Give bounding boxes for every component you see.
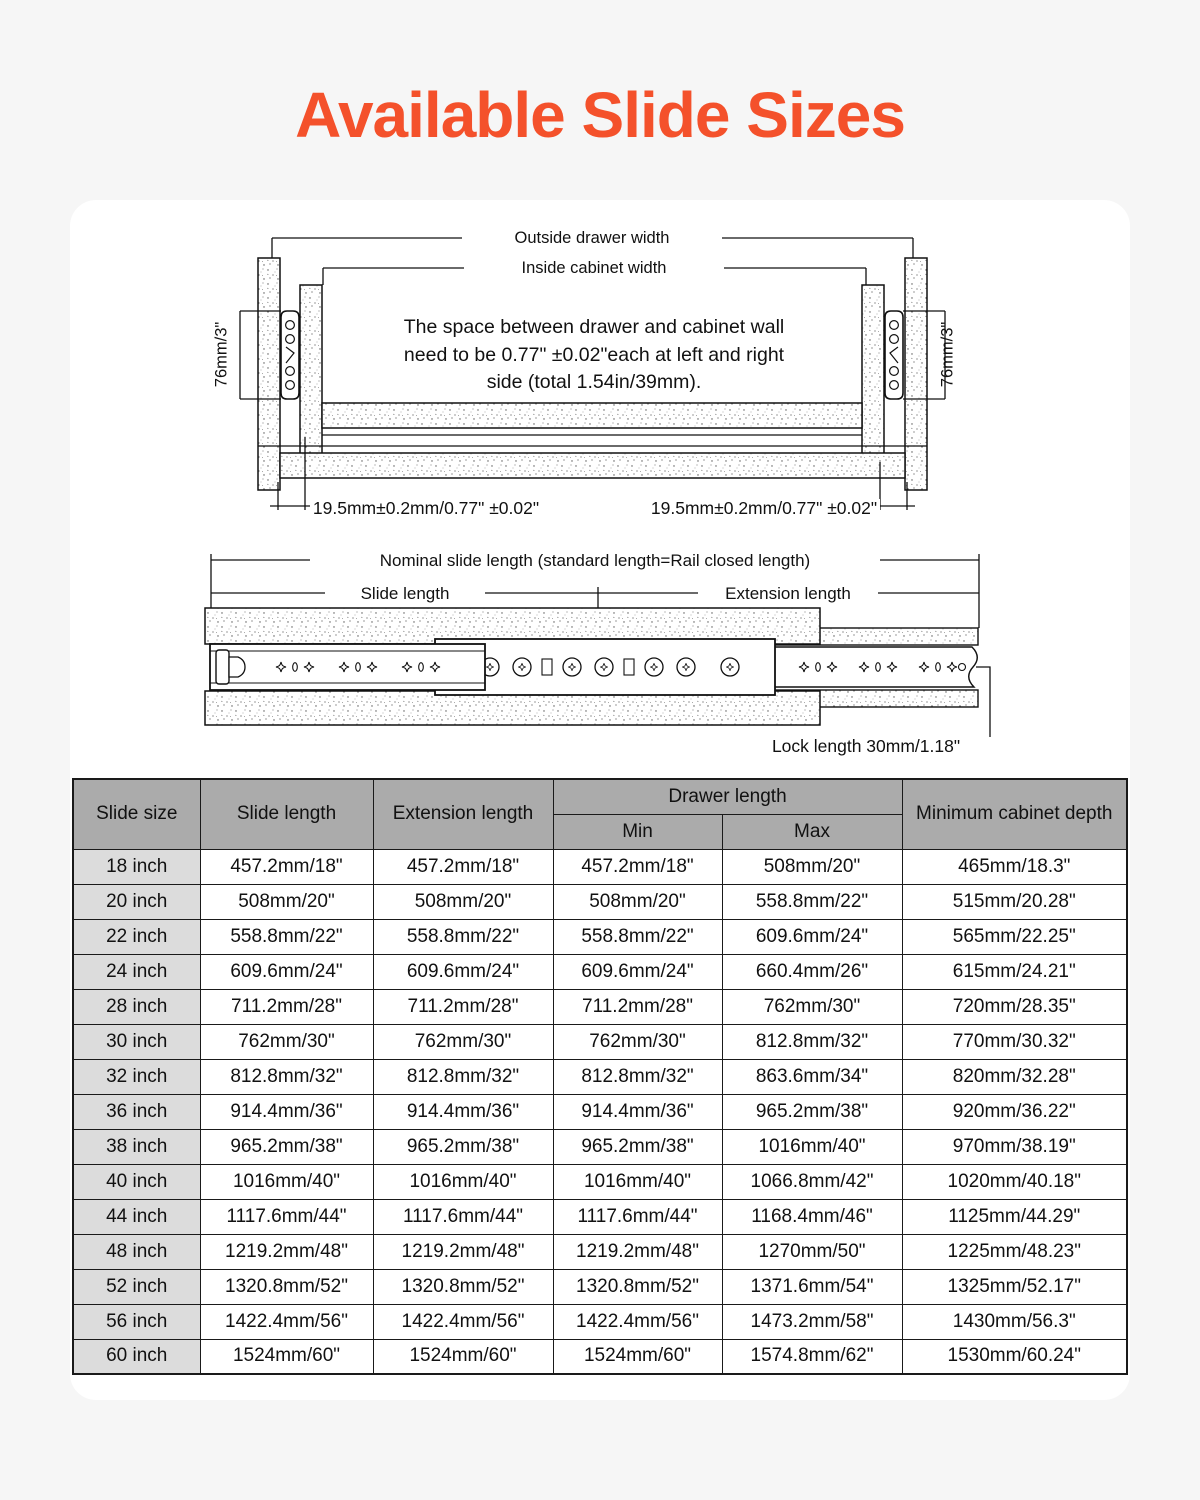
slide-size-cell: 22 inch <box>73 919 200 954</box>
value-cell: 660.4mm/26" <box>722 954 902 989</box>
slide-size-cell: 28 inch <box>73 989 200 1024</box>
extension-length-label: Extension length <box>698 584 878 603</box>
value-cell: 820mm/32.28" <box>902 1059 1127 1094</box>
slide-size-cell: 48 inch <box>73 1234 200 1269</box>
lock-length-label: Lock length 30mm/1.18" <box>716 737 1016 756</box>
value-cell: 1320.8mm/52" <box>553 1269 722 1304</box>
note-line-1: The space between drawer and cabinet wall <box>403 316 785 338</box>
slide-size-cell: 56 inch <box>73 1304 200 1339</box>
value-cell: 1117.6mm/44" <box>373 1199 553 1234</box>
slide-size-cell: 52 inch <box>73 1269 200 1304</box>
value-cell: 1117.6mm/44" <box>553 1199 722 1234</box>
value-cell: 1020mm/40.18" <box>902 1164 1127 1199</box>
table-row <box>73 1269 1127 1304</box>
value-cell: 711.2mm/28" <box>200 989 373 1024</box>
value-cell: 1016mm/40" <box>200 1164 373 1199</box>
value-cell: 1168.4mm/46" <box>722 1199 902 1234</box>
value-cell: 914.4mm/36" <box>373 1094 553 1129</box>
value-cell: 1430mm/56.3" <box>902 1304 1127 1339</box>
value-cell: 812.8mm/32" <box>200 1059 373 1094</box>
value-cell: 914.4mm/36" <box>200 1094 373 1129</box>
value-cell: 970mm/38.19" <box>902 1129 1127 1164</box>
value-cell: 1066.8mm/42" <box>722 1164 902 1199</box>
value-cell: 1270mm/50" <box>722 1234 902 1269</box>
header-min: Min <box>553 814 722 849</box>
spacing-note <box>364 314 824 397</box>
table-row <box>73 1234 1127 1269</box>
value-cell: 1530mm/60.24" <box>902 1339 1127 1374</box>
value-cell: 762mm/30" <box>722 989 902 1024</box>
value-cell: 1422.4mm/56" <box>373 1304 553 1339</box>
value-cell: 508mm/20" <box>722 849 902 884</box>
value-cell: 1320.8mm/52" <box>373 1269 553 1304</box>
size-table-wrap <box>72 778 1128 1375</box>
slide-length-label: Slide length <box>325 584 485 603</box>
value-cell: 863.6mm/34" <box>722 1059 902 1094</box>
value-cell: 965.2mm/38" <box>373 1129 553 1164</box>
slide-size-cell: 36 inch <box>73 1094 200 1129</box>
value-cell: 1524mm/60" <box>553 1339 722 1374</box>
value-cell: 762mm/30" <box>200 1024 373 1059</box>
value-cell: 609.6mm/24" <box>553 954 722 989</box>
value-cell: 720mm/28.35" <box>902 989 1127 1024</box>
value-cell: 615mm/24.21" <box>902 954 1127 989</box>
gap-left-label: 19.5mm±0.2mm/0.77" ±0.02" <box>310 499 542 518</box>
value-cell: 508mm/20" <box>553 884 722 919</box>
value-cell: 609.6mm/24" <box>200 954 373 989</box>
table-row <box>73 989 1127 1024</box>
header-slide-size: Slide size <box>73 779 200 849</box>
value-cell: 515mm/20.28" <box>902 884 1127 919</box>
outside-drawer-width-label: Outside drawer width <box>462 229 722 248</box>
slide-cross-section-right <box>885 311 903 399</box>
slide-size-cell: 32 inch <box>73 1059 200 1094</box>
note-line-3: side (total 1.54in/39mm). <box>486 371 702 393</box>
value-cell: 457.2mm/18" <box>373 849 553 884</box>
table-row <box>73 1059 1127 1094</box>
nominal-slide-length-label: Nominal slide length (standard length=Rail closed length) <box>310 551 880 570</box>
value-cell: 1219.2mm/48" <box>373 1234 553 1269</box>
table-row <box>73 1024 1127 1059</box>
value-cell: 812.8mm/32" <box>553 1059 722 1094</box>
value-cell: 558.8mm/22" <box>200 919 373 954</box>
header-slide-length: Slide length <box>200 779 373 849</box>
value-cell: 1016mm/40" <box>553 1164 722 1199</box>
value-cell: 711.2mm/28" <box>553 989 722 1024</box>
value-cell: 770mm/30.32" <box>902 1024 1127 1059</box>
table-row <box>73 1304 1127 1339</box>
value-cell: 1320.8mm/52" <box>200 1269 373 1304</box>
slide-size-cell: 40 inch <box>73 1164 200 1199</box>
slide-length-drawing <box>150 540 1070 765</box>
value-cell: 457.2mm/18" <box>200 849 373 884</box>
value-cell: 1016mm/40" <box>722 1129 902 1164</box>
value-cell: 1574.8mm/62" <box>722 1339 902 1374</box>
side-height-left-label: 76mm/3" <box>212 321 231 388</box>
value-cell: 558.8mm/22" <box>722 884 902 919</box>
value-cell: 1219.2mm/48" <box>200 1234 373 1269</box>
slide-size-cell: 60 inch <box>73 1339 200 1374</box>
value-cell: 1371.6mm/54" <box>722 1269 902 1304</box>
table-row <box>73 849 1127 884</box>
table-row <box>73 1094 1127 1129</box>
slide-size-cell: 38 inch <box>73 1129 200 1164</box>
slide-size-cell: 30 inch <box>73 1024 200 1059</box>
value-cell: 920mm/36.22" <box>902 1094 1127 1129</box>
value-cell: 1473.2mm/58" <box>722 1304 902 1339</box>
value-cell: 457.2mm/18" <box>553 849 722 884</box>
slide-size-cell: 20 inch <box>73 884 200 919</box>
inside-cabinet-width-label: Inside cabinet width <box>464 259 724 278</box>
value-cell: 609.6mm/24" <box>722 919 902 954</box>
value-cell: 465mm/18.3" <box>902 849 1127 884</box>
slide-size-cell: 18 inch <box>73 849 200 884</box>
value-cell: 762mm/30" <box>553 1024 722 1059</box>
value-cell: 1422.4mm/56" <box>553 1304 722 1339</box>
slide-size-cell: 24 inch <box>73 954 200 989</box>
value-cell: 609.6mm/24" <box>373 954 553 989</box>
value-cell: 1016mm/40" <box>373 1164 553 1199</box>
table-row <box>73 1199 1127 1234</box>
value-cell: 1125mm/44.29" <box>902 1199 1127 1234</box>
table-row <box>73 919 1127 954</box>
table-row <box>73 1164 1127 1199</box>
gap-right-label: 19.5mm±0.2mm/0.77" ±0.02" <box>648 499 880 518</box>
value-cell: 812.8mm/32" <box>722 1024 902 1059</box>
value-cell: 1117.6mm/44" <box>200 1199 373 1234</box>
header-extension-length: Extension length <box>373 779 553 849</box>
side-height-right-label: 76mm/3" <box>938 321 957 388</box>
header-drawer-length: Drawer length <box>553 779 902 814</box>
value-cell: 565mm/22.25" <box>902 919 1127 954</box>
value-cell: 762mm/30" <box>373 1024 553 1059</box>
table-row <box>73 954 1127 989</box>
header-min-cabinet-depth: Minimum cabinet depth <box>902 779 1127 849</box>
value-cell: 1219.2mm/48" <box>553 1234 722 1269</box>
size-table-body <box>73 849 1127 1374</box>
value-cell: 812.8mm/32" <box>373 1059 553 1094</box>
value-cell: 1422.4mm/56" <box>200 1304 373 1339</box>
value-cell: 508mm/20" <box>373 884 553 919</box>
value-cell: 711.2mm/28" <box>373 989 553 1024</box>
table-row <box>73 1339 1127 1374</box>
slide-size-cell: 44 inch <box>73 1199 200 1234</box>
value-cell: 965.2mm/38" <box>722 1094 902 1129</box>
size-table <box>72 778 1128 1375</box>
note-line-2: need to be 0.77" ±0.02"each at left and right <box>403 343 785 366</box>
value-cell: 965.2mm/38" <box>553 1129 722 1164</box>
info-card <box>70 200 1130 1400</box>
value-cell: 1524mm/60" <box>200 1339 373 1374</box>
value-cell: 558.8mm/22" <box>553 919 722 954</box>
table-row <box>73 1129 1127 1164</box>
value-cell: 965.2mm/38" <box>200 1129 373 1164</box>
value-cell: 1225mm/48.23" <box>902 1234 1127 1269</box>
value-cell: 914.4mm/36" <box>553 1094 722 1129</box>
slide-cross-section-left <box>281 311 299 399</box>
value-cell: 1524mm/60" <box>373 1339 553 1374</box>
value-cell: 508mm/20" <box>200 884 373 919</box>
page-title: Available Slide Sizes <box>295 79 905 151</box>
value-cell: 1325mm/52.17" <box>902 1269 1127 1304</box>
table-row <box>73 884 1127 919</box>
value-cell: 558.8mm/22" <box>373 919 553 954</box>
header-max: Max <box>722 814 902 849</box>
